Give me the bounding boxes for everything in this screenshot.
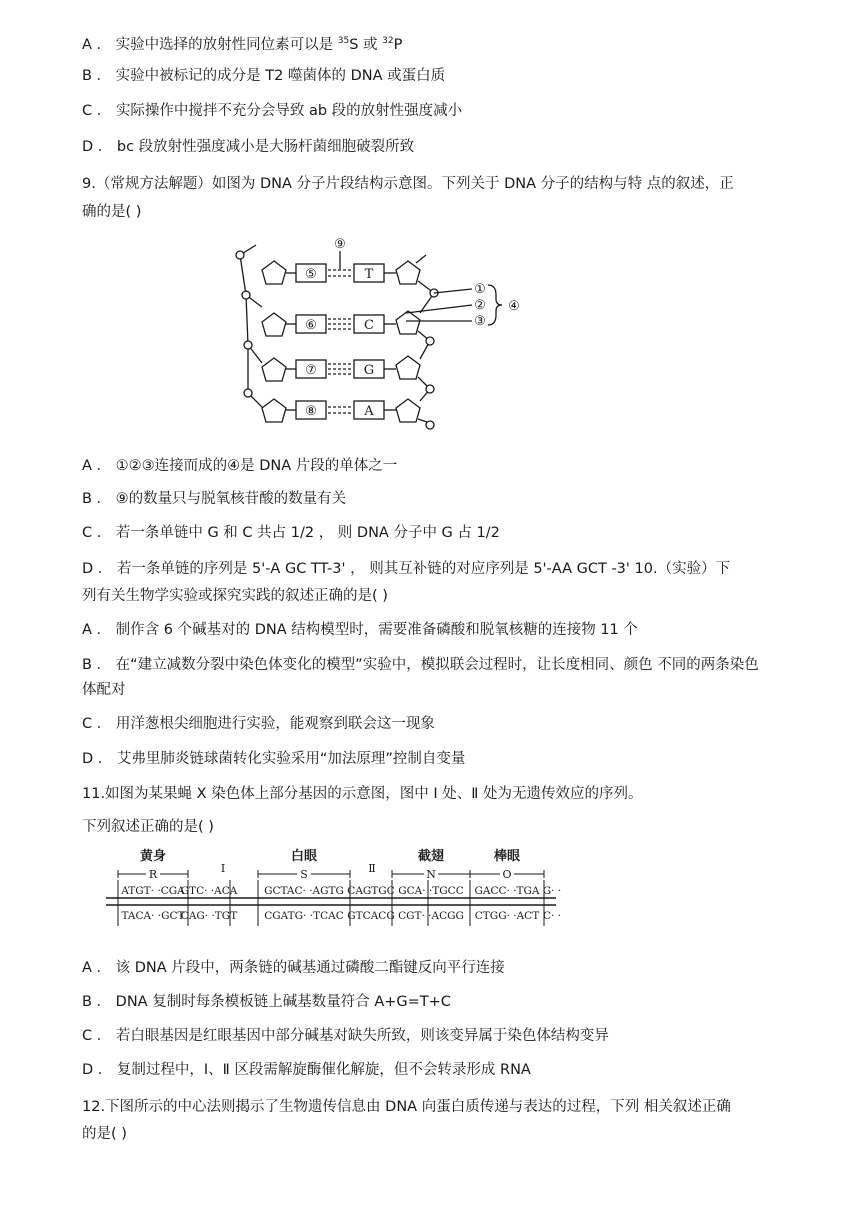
top-seq-4: CAGTGC [347, 885, 395, 897]
q10-option-a: A ． 制作含 6 个碱基对的 DNA 结构模型时，需要准备磷酸和脱氧核糖的连接物 11 个 [82, 622, 638, 638]
q10-option-b-line2: 体配对 [82, 682, 126, 698]
spacer-label-2: Ⅱ [368, 862, 376, 875]
q8-option-d: D ． bc 段放射性强度减小是大肠杆菌细胞破裂所致 [82, 139, 415, 155]
top-seq-2: GTC· ·ACA [180, 885, 238, 897]
q11-option-a: A ． 该 DNA 片段中，两条链的碱基通过磷酸二酯键反向平行连接 [82, 960, 505, 976]
bottom-seq-7: C· · [542, 910, 562, 922]
base-label-right-4: A [364, 404, 374, 419]
q11-stem-line2: 下列叙述正确的是( ) [82, 819, 214, 835]
top-seq-7: G· · [542, 885, 562, 897]
top-seq-5: GCA· ·TGCC [398, 885, 464, 897]
bottom-seq-4: GTCACG [347, 910, 395, 922]
label-4: ④ [508, 299, 520, 314]
region-letter-r: R [148, 868, 158, 881]
q9-option-c: C ． 若一条单链中 G 和 C 共占 1/2 ， 则 DNA 分子中 G 占 1/2 [82, 525, 500, 541]
bottom-seq-6: CTGG· ·ACT [474, 910, 540, 922]
label-2: ② [474, 298, 486, 313]
region-letter-n: N [426, 868, 436, 881]
top-seq-1: ATGT· ·CGA [121, 885, 185, 897]
q11-stem-line1: 11.如图为某果蝇 X 染色体上部分基因的示意图，图中 Ⅰ 处、Ⅱ 处为无遗传效应的序列。 [82, 786, 643, 802]
base-label-right-2: C [364, 318, 374, 333]
q12-stem-line2: 的是( ) [82, 1126, 127, 1142]
region-letter-o: O [502, 868, 512, 881]
q12-stem-line1: 12.下图所示的中心法则揭示了生物遗传信息由 DNA 向蛋白质传递与表达的过程，下列 相关叙述正确 [82, 1099, 731, 1115]
q10-option-c: C ． 用洋葱根尖细胞进行实验，能观察到联会这一现象 [82, 716, 435, 732]
q11-option-d: D ． 复制过程中，Ⅰ、Ⅱ 区段需解旋酶催化解旋，但不会转录形成 RNA [82, 1062, 531, 1078]
gene-label-white-eye: 白眼 [290, 849, 318, 864]
q8-option-b: B ． 实验中被标记的成分是 T2 噬菌体的 DNA 或蛋白质 [82, 68, 446, 84]
top-seq-3: GCTAC· ·AGTG [264, 885, 344, 897]
base-label-left-1: ⑤ [305, 267, 317, 282]
q9-option-d: D ． 若一条单链的序列是 5'-A GC TT-3' ， 则其互补链的对应序列是 5'-AA GCT -3' 10.（实验）下 [82, 561, 731, 577]
bottom-seq-3: CGATG· ·TCAC [264, 910, 344, 922]
label-3: ③ [474, 314, 486, 329]
label-1: ① [474, 282, 486, 297]
bottom-seq-1: TACA· ·GCT [121, 910, 185, 922]
bottom-seq-2: CAG· ·TGT [180, 910, 238, 922]
q10-stem: 列有关生物学实验或探究实践的叙述正确的是( ) [82, 588, 388, 604]
q10-option-b-line1: B ． 在“建立减数分裂中染色体变化的模型”实验中，模拟联会过程时，让长度相同、颜色 不同的两条染色 [82, 657, 759, 673]
top-seq-6: GACC· ·TGA [474, 885, 540, 897]
base-label-left-3: ⑦ [305, 363, 317, 378]
gene-label-cut-wing: 截翅 [417, 849, 445, 864]
region-letter-s: S [300, 868, 308, 881]
base-label-left-2: ⑥ [305, 318, 317, 333]
q9-option-a: A ． ①②③连接而成的④是 DNA 片段的单体之一 [82, 458, 398, 474]
q8-option-a: A ． 实验中选择的放射性同位素可以是 $^{35}$S 或 $^{32}$P [82, 36, 403, 53]
q10-option-d: D ． 艾弗里肺炎链球菌转化实验采用“加法原理”控制自变量 [82, 751, 466, 767]
gene-label-yellow-body: 黄身 [139, 849, 167, 864]
q9-option-b: B ． ⑨的数量只与脱氧核苷酸的数量有关 [82, 491, 347, 507]
base-label-right-3: G [363, 363, 375, 378]
gene-label-bar-eye: 棒眼 [493, 849, 521, 864]
label-9: ⑨ [334, 237, 346, 252]
q9-stem-line2: 确的是( ) [82, 204, 142, 220]
x-chromosome-gene-figure [100, 842, 570, 934]
q9-stem-line1: 9.（常规方法解题）如图为 DNA 分子片段结构示意图。下列关于 DNA 分子的结构与特 点的叙述，正 [82, 176, 734, 192]
q11-option-c: C ． 若白眼基因是红眼基因中部分碱基对缺失所致，则该变异属于染色体结构变异 [82, 1028, 609, 1044]
dna-structure-figure [230, 233, 530, 438]
base-label-right-1: T [364, 267, 374, 282]
base-label-left-4: ⑧ [305, 404, 317, 419]
q8-option-c: C ． 实际操作中搅拌不充分会导致 ab 段的放射性强度减小 [82, 103, 463, 119]
q11-option-b: B ． DNA 复制时每条模板链上碱基数量符合 A+G=T+C [82, 994, 451, 1010]
bottom-seq-5: CGT· ·ACGG [398, 910, 464, 922]
spacer-label-1: Ⅰ [220, 862, 226, 875]
